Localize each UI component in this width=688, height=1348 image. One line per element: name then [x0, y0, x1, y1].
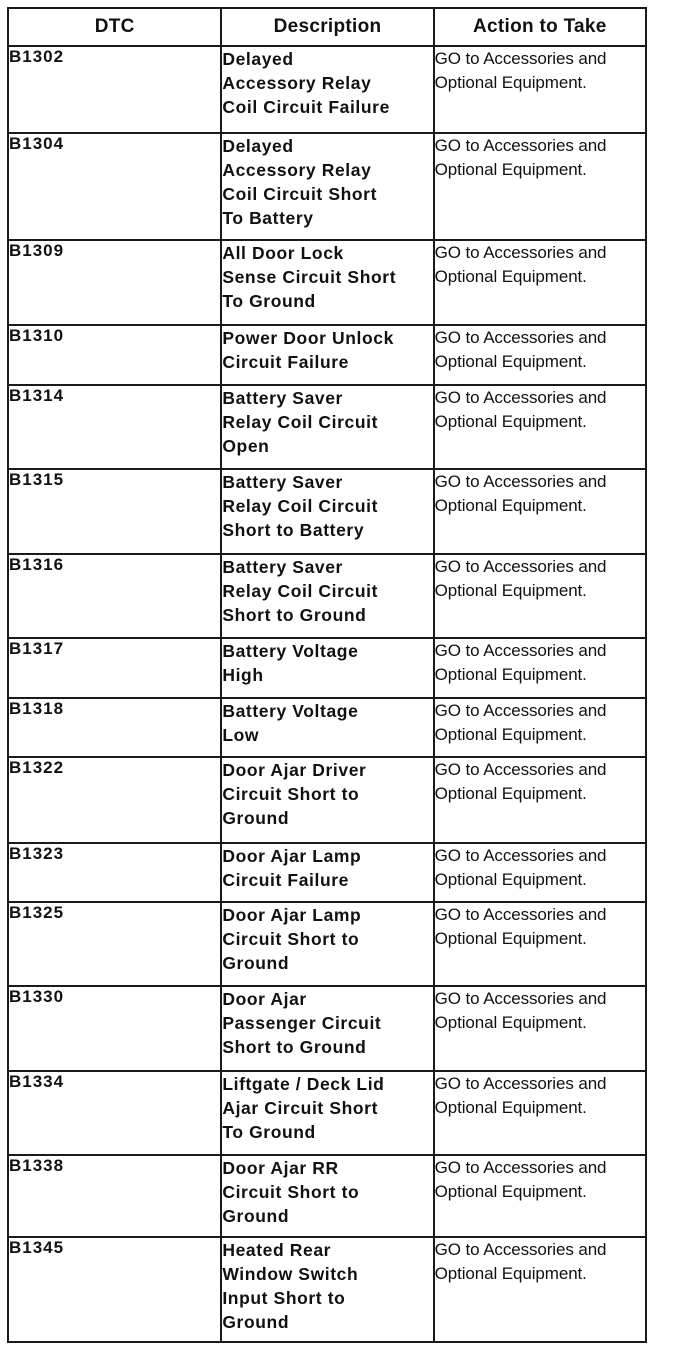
description-cell — [221, 240, 433, 325]
description-cell — [221, 133, 433, 240]
header-dtc: DTC — [8, 8, 221, 46]
table-row — [8, 1071, 646, 1155]
dtc-code-cell: B1310 — [8, 325, 221, 385]
action-line: Optional Equipment. — [434, 72, 587, 92]
description-line: Input Short to — [222, 1288, 346, 1308]
dtc-code-cell: B1325 — [8, 902, 221, 986]
description-line: Relay Coil Circuit — [222, 412, 379, 432]
action-line: Optional Equipment. — [434, 783, 587, 803]
table-row — [8, 469, 646, 554]
description-cell — [221, 1237, 433, 1342]
dtc-code-cell: B1309 — [8, 240, 221, 325]
description-line: Ground — [222, 953, 290, 973]
description-line: Liftgate / Deck Lid — [222, 1074, 385, 1094]
table-row — [8, 1237, 646, 1342]
description-line: Ground — [222, 1206, 290, 1226]
action-cell — [434, 757, 646, 843]
action-cell — [434, 46, 646, 133]
action-cell — [434, 325, 646, 385]
action-cell — [434, 902, 646, 986]
action-line: Optional Equipment. — [434, 1097, 587, 1117]
description-cell — [221, 469, 433, 554]
description-line: Accessory Relay — [222, 73, 372, 93]
description-cell — [221, 757, 433, 843]
action-line: Optional Equipment. — [434, 869, 587, 889]
description-line: Door Ajar RR — [222, 1158, 339, 1178]
description-line: Battery Voltage — [222, 641, 359, 661]
dtc-code-cell: B1330 — [8, 986, 221, 1071]
action-line: GO to Accessories and — [434, 1074, 607, 1093]
description-cell — [221, 46, 433, 133]
description-line: Short to Ground — [222, 1037, 367, 1057]
action-line: GO to Accessories and — [434, 1158, 607, 1177]
description-line: Relay Coil Circuit — [222, 581, 379, 601]
description-line: Door Ajar Lamp — [222, 905, 362, 925]
action-line: Optional Equipment. — [434, 1263, 587, 1283]
dtc-code-cell: B1334 — [8, 1071, 221, 1155]
action-cell — [434, 1155, 646, 1237]
action-line: GO to Accessories and — [434, 388, 607, 407]
description-cell — [221, 843, 433, 902]
description-line: Circuit Failure — [222, 352, 349, 372]
description-cell — [221, 554, 433, 638]
action-cell — [434, 843, 646, 902]
description-line: Coil Circuit Failure — [222, 97, 390, 117]
description-line: Circuit Short to — [222, 784, 360, 804]
description-line: Passenger Circuit — [222, 1013, 382, 1033]
dtc-code-cell: B1318 — [8, 698, 221, 757]
description-cell — [221, 1155, 433, 1237]
description-cell — [221, 1071, 433, 1155]
action-line: GO to Accessories and — [434, 557, 607, 576]
description-line: Open — [222, 436, 270, 456]
dtc-code-cell: B1304 — [8, 133, 221, 240]
action-cell — [434, 638, 646, 698]
description-line: Circuit Short to — [222, 1182, 360, 1202]
action-cell — [434, 554, 646, 638]
table-row — [8, 638, 646, 698]
action-line: GO to Accessories and — [434, 472, 607, 491]
description-line: To Ground — [222, 1122, 316, 1142]
table-row — [8, 46, 646, 133]
description-line: Short to Ground — [222, 605, 367, 625]
header-action-to-take: Action to Take — [434, 8, 646, 46]
description-cell — [221, 325, 433, 385]
description-cell — [221, 698, 433, 757]
table-row — [8, 986, 646, 1071]
action-line: Optional Equipment. — [434, 928, 587, 948]
header-description: Description — [221, 8, 433, 46]
table-header-row — [8, 8, 646, 46]
description-line: Coil Circuit Short — [222, 184, 378, 204]
action-line: GO to Accessories and — [434, 989, 607, 1008]
action-cell — [434, 1071, 646, 1155]
action-line: GO to Accessories and — [434, 1240, 607, 1259]
description-line: Battery Saver — [222, 472, 343, 492]
action-line: GO to Accessories and — [434, 701, 607, 720]
description-line: To Ground — [222, 291, 316, 311]
description-cell — [221, 902, 433, 986]
description-line: Circuit Failure — [222, 870, 349, 890]
action-line: GO to Accessories and — [434, 905, 607, 924]
description-line: Battery Saver — [222, 557, 343, 577]
table-row — [8, 133, 646, 240]
description-line: Door Ajar Lamp — [222, 846, 362, 866]
table-row — [8, 843, 646, 902]
dtc-code-cell: B1302 — [8, 46, 221, 133]
table-row — [8, 554, 646, 638]
action-line: Optional Equipment. — [434, 495, 587, 515]
dtc-code-cell: B1322 — [8, 757, 221, 843]
description-cell — [221, 986, 433, 1071]
description-line: Ground — [222, 808, 290, 828]
action-line: Optional Equipment. — [434, 351, 587, 371]
description-line: Door Ajar Driver — [222, 760, 367, 780]
dtc-code-cell: B1316 — [8, 554, 221, 638]
description-line: Power Door Unlock — [222, 328, 394, 348]
action-line: GO to Accessories and — [434, 846, 607, 865]
description-line: Heated Rear — [222, 1240, 332, 1260]
description-line: All Door Lock — [222, 243, 344, 263]
action-line: Optional Equipment. — [434, 1012, 587, 1032]
description-line: Ajar Circuit Short — [222, 1098, 379, 1118]
description-line: To Battery — [222, 208, 314, 228]
dtc-code-cell: B1314 — [8, 385, 221, 469]
table-row — [8, 240, 646, 325]
action-line: GO to Accessories and — [434, 641, 607, 660]
table-row — [8, 902, 646, 986]
table-row — [8, 757, 646, 843]
table-row — [8, 1155, 646, 1237]
description-cell — [221, 638, 433, 698]
action-cell — [434, 1237, 646, 1342]
description-line: High — [222, 665, 264, 685]
table-row — [8, 325, 646, 385]
action-cell — [434, 240, 646, 325]
description-line: Relay Coil Circuit — [222, 496, 379, 516]
dtc-table-page — [7, 7, 647, 1343]
description-line: Door Ajar — [222, 989, 307, 1009]
action-line: Optional Equipment. — [434, 580, 587, 600]
action-line: GO to Accessories and — [434, 49, 607, 68]
dtc-code-cell: B1317 — [8, 638, 221, 698]
table-row — [8, 385, 646, 469]
dtc-table — [7, 7, 647, 1343]
description-line: Window Switch — [222, 1264, 359, 1284]
action-cell — [434, 469, 646, 554]
description-line: Circuit Short to — [222, 929, 360, 949]
action-line: GO to Accessories and — [434, 328, 607, 347]
action-cell — [434, 986, 646, 1071]
action-line: Optional Equipment. — [434, 159, 587, 179]
action-line: Optional Equipment. — [434, 664, 587, 684]
table-body — [8, 46, 646, 1342]
action-cell — [434, 698, 646, 757]
action-cell — [434, 133, 646, 240]
dtc-code-cell: B1323 — [8, 843, 221, 902]
dtc-code-cell: B1338 — [8, 1155, 221, 1237]
action-line: Optional Equipment. — [434, 724, 587, 744]
description-line: Ground — [222, 1312, 290, 1332]
action-line: Optional Equipment. — [434, 411, 587, 431]
action-line: GO to Accessories and — [434, 760, 607, 779]
description-line: Battery Voltage — [222, 701, 359, 721]
dtc-code-cell: B1345 — [8, 1237, 221, 1342]
dtc-code-cell: B1315 — [8, 469, 221, 554]
description-line: Short to Battery — [222, 520, 365, 540]
action-line: GO to Accessories and — [434, 136, 607, 155]
description-line: Delayed — [222, 49, 294, 69]
description-line: Battery Saver — [222, 388, 343, 408]
description-line: Low — [222, 725, 260, 745]
description-cell — [221, 385, 433, 469]
table-row — [8, 698, 646, 757]
action-line: Optional Equipment. — [434, 1181, 587, 1201]
description-line: Delayed — [222, 136, 294, 156]
description-line: Sense Circuit Short — [222, 267, 397, 287]
action-line: GO to Accessories and — [434, 243, 607, 262]
description-line: Accessory Relay — [222, 160, 372, 180]
action-line: Optional Equipment. — [434, 266, 587, 286]
action-cell — [434, 385, 646, 469]
